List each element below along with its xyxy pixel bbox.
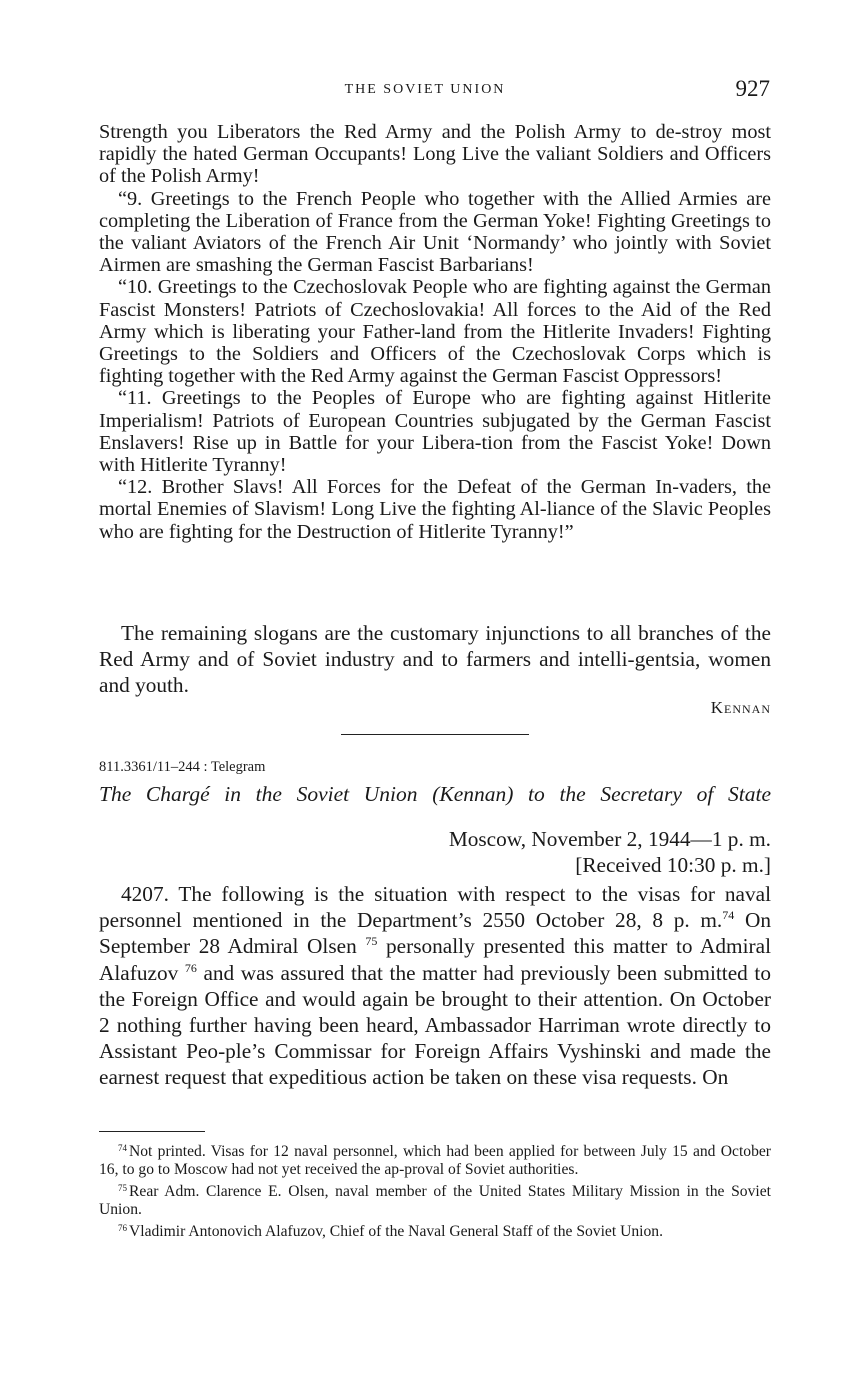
- footnotes: [99, 1139, 771, 1241]
- footnote-number: 75: [118, 1183, 127, 1193]
- file-reference: 811.3361/11–244 : Telegram: [99, 759, 266, 775]
- footnote-ref-76: 76: [184, 960, 197, 975]
- footnote-75: [99, 1179, 771, 1219]
- slogan-12: “12. Brother Slavs! All Forces for the Defeat of the German In-vaders, the mortal Enemies of Slavism! Long Live the fighting Al-liance of the Slavic Peoples who are fighting for the Destruction of Hitlerite Tyranny!”: [99, 476, 771, 543]
- document-title: The Chargé in the Soviet Union (Kennan) to the Secretary of State: [99, 782, 771, 806]
- footnote-rule: [99, 1131, 205, 1132]
- footnote-76: [99, 1219, 771, 1241]
- remaining-slogans-paragraph: [99, 620, 771, 699]
- footnote-number: 74: [118, 1143, 127, 1153]
- footnote-ref-74: 74: [722, 908, 735, 923]
- slogan-continuation: Strength you Liberators the Red Army and the Polish Army to de-stroy most rapidly the hated German Occupants! Long Live the valiant Soldiers and Officers of the Polish Army!: [99, 121, 771, 188]
- slogan-9: “9. Greetings to the French People who together with the Allied Armies are completing the Liberation of France from the German Yoke! Fighting Greetings to the valiant Aviators of the French Air Unit ‘Normandy’ who jointly with Soviet Airmen are smashing the German Fascist Barbarians!: [99, 187, 771, 277]
- quoted-slogans: [99, 121, 771, 543]
- received-time: [Received 10:30 p. m.]: [575, 853, 771, 877]
- body-text-2: On September 28 Admiral Olsen: [99, 908, 771, 959]
- footnote-text: Not printed. Visas for 12 naval personnel, which had been applied for between July 15 and October 16, to go to Moscow had not yet received the ap-proval of Soviet authorities.: [99, 1143, 771, 1178]
- remaining-text: The remaining slogans are the customary injunctions to all branches of the Red Army and of Soviet industry and to farmers and intelli-gentsia, women and youth.: [99, 621, 771, 698]
- footnote-number: 76: [118, 1223, 127, 1233]
- dateline: Moscow, November 2, 1944—1 p. m.: [448, 827, 771, 851]
- signature: Kennan: [710, 698, 771, 717]
- telegram-paragraph: [99, 881, 771, 1091]
- footnote-text: Vladimir Antonovich Alafuzov, Chief of the Naval General Staff of the Soviet Union.: [129, 1223, 663, 1240]
- body-text-4: and was assured that the matter had previously been submitted to the Foreign Office and would again be brought to their attention. On October 2 nothing further having been heard, Ambassador Harriman wrote directly to Assistant Peo-ple’s Commissar for Foreign Affairs Vyshinski and made the earnest request that expeditious action be taken on these visa requests. On: [99, 960, 771, 1090]
- telegram-body: [99, 881, 771, 1091]
- page-number: 927: [735, 76, 770, 101]
- section-divider: [341, 734, 529, 735]
- slogan-10: “10. Greetings to the Czechoslovak People who are fighting against the German Fascist Monsters! Patriots of Czechoslovakia! All forces to the Aid of the Red Army which is liberating your Father-land from the Hitlerite Invaders! Fighting Greetings to the Soldiers and Officers of the Czechoslovak Corps which is fighting together with the Red Army against the German Fascist Oppressors!: [99, 276, 771, 388]
- body-text-1: 4207. The following is the situation with respect to the visas for naval personnel mentioned in the Department’s 2550 October 28, 8 p. m.: [99, 882, 771, 933]
- footnote-74: [99, 1139, 771, 1179]
- body-text-3: personally presented this matter to Admiral Alafuzov: [99, 934, 771, 985]
- slogan-11: “11. Greetings to the Peoples of Europe who are fighting against Hitlerite Imperialism! Patriots of European Countries subjugated by the German Fascist Enslavers! Rise up in Battle for your Libera-tion from the Fascist Yoke! Down with Hitlerite Tyranny!: [99, 387, 771, 477]
- footnote-ref-75: 75: [365, 934, 378, 949]
- running-header: [0, 76, 850, 106]
- running-title: THE SOVIET UNION: [344, 82, 506, 97]
- footnote-text: Rear Adm. Clarence E. Olsen, naval member of the United States Military Mission in the Soviet Union.: [99, 1183, 771, 1218]
